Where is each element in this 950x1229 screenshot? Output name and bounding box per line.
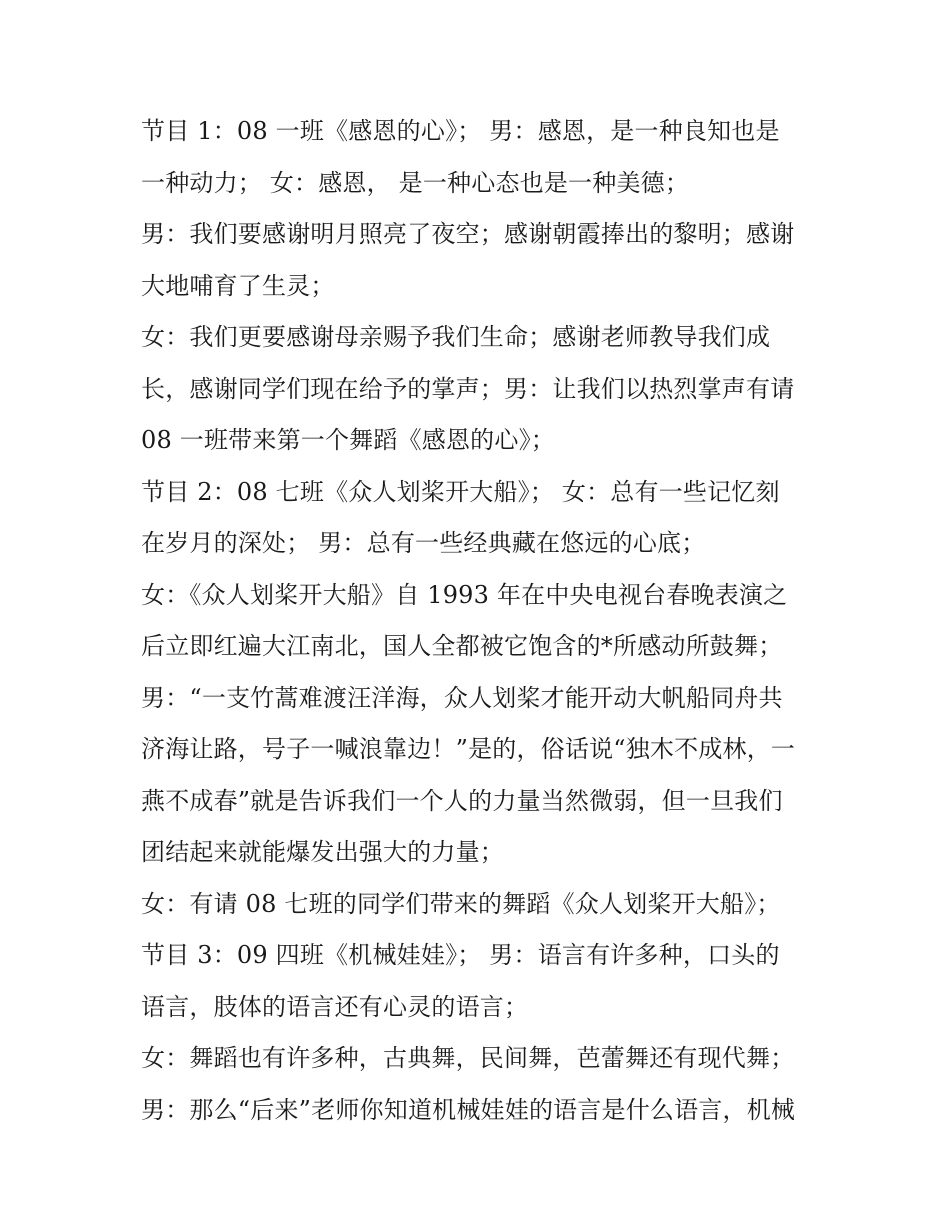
text-line: 大地哺育了生灵；	[141, 271, 335, 300]
text-line: 08 一班带来第一个舞蹈《感恩的心》；	[141, 426, 555, 454]
text-line: 女：有请 08 七班的同学们带来的舞蹈《众人划桨开大船》；	[141, 889, 781, 918]
text-line: 男：“一支竹蒿难渡汪洋海，众人划桨才能开动大帆船同舟共	[141, 683, 783, 712]
text-line: 济海让路，号子一喊浪靠边！”是的，俗话说“独木不成林，一	[141, 735, 796, 763]
text-line: 团结起来就能爆发出强大的力量；	[141, 838, 504, 866]
text-line: 节目 2：08 七班《众人划桨开大船》； 女：总有一些记忆刻	[141, 477, 780, 506]
text-line: 女：《众人划桨开大船》自 1993 年在中央电视台春晚表演之	[141, 580, 788, 609]
text-line: 后立即红遍大江南北，国人全都被它饱含的*所感动所鼓舞；	[141, 632, 783, 660]
text-line: 女：我们更要感谢母亲赐予我们生命；感谢老师教导我们成	[141, 323, 771, 351]
text-line: 燕不成春”就是告诉我们一个人的力量当然微弱，但一旦我们	[141, 786, 783, 815]
text-line: 男：我们要感谢明月照亮了夜空；感谢朝霞捧出的黎明；感谢	[141, 220, 795, 248]
text-line: 长，感谢同学们现在给予的掌声；男：让我们以热烈掌声有请	[141, 374, 795, 403]
text-line: 女：舞蹈也有许多种，古典舞，民间舞，芭蕾舞还有现代舞；	[141, 1044, 795, 1072]
document-body	[141, 106, 821, 1136]
text-line: 男：那么“后来”老师你知道机械娃娃的语言是什么语言，机械	[141, 1095, 796, 1124]
text-line: 语言，肢体的语言还有心灵的语言；	[141, 992, 529, 1021]
text-line: 在岁月的深处； 男：总有一些经典藏在悠远的心底；	[141, 529, 706, 557]
text-line: 节目 1：08 一班《感恩的心》； 男：感恩，是一种良知也是	[141, 117, 780, 145]
text-line: 一种动力； 女：感恩， 是一种心态也是一种美德；	[141, 168, 690, 197]
text-line: 节目 3：09 四班《机械娃娃》； 男：语言有许多种，口头的	[141, 941, 780, 969]
